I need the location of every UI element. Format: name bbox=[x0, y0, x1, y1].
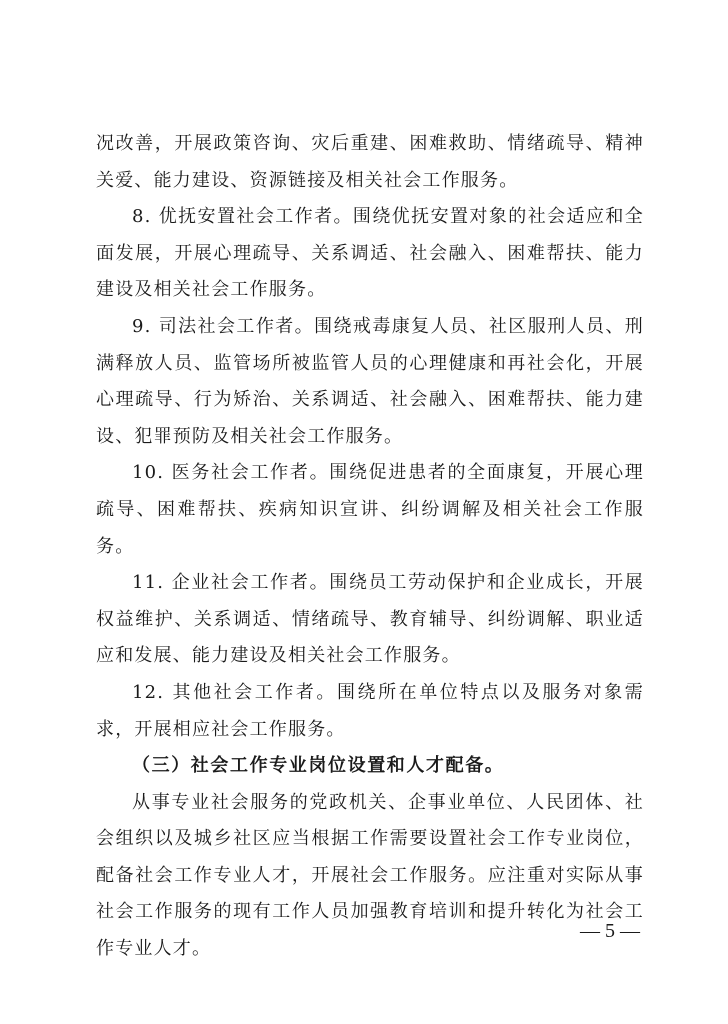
document-body bbox=[96, 126, 644, 968]
page-number: — 5 — bbox=[580, 920, 640, 942]
paragraph-continuation: 况改善，开展政策咨询、灾后重建、困难救助、情绪疏导、精神关爱、能力建设、资源链接及相关社会工作服务。 bbox=[96, 133, 644, 191]
paragraph-item-12: 12. 其他社会工作者。围绕所在单位特点以及服务对象需求，开展相应社会工作服务。 bbox=[96, 681, 644, 740]
section-heading: （三）社会工作专业岗位设置和人才配备。 bbox=[132, 755, 505, 777]
paragraph-section-body: 从事专业社会服务的党政机关、企事业单位、人民团体、社会组织以及城乡社区应当根据工作需要设置社会工作专业岗位，配备社会工作专业人才，开展社会工作服务。应注重对实际从事社会工作服务的现有工作人员加强教育培训和提升转化为社会工作专业人才。 bbox=[96, 791, 644, 960]
paragraph-item-9: 9. 司法社会工作者。围绕戒毒康复人员、社区服刑人员、刑满释放人员、监管场所被监管人员的心理健康和再社会化，开展心理疏导、行为矫治、关系调适、社会融入、困难帮扶、能力建设、犯罪预防及相关社会工作服务。 bbox=[96, 315, 644, 447]
paragraph-item-10: 10. 医务社会工作者。围绕促进患者的全面康复，开展心理疏导、困难帮扶、疾病知识宣讲、纠纷调解及相关社会工作服务。 bbox=[96, 462, 644, 557]
paragraph-item-8: 8. 优抚安置社会工作者。围绕优抚安置对象的社会适应和全面发展，开展心理疏导、关系调适、社会融入、困难帮扶、能力建设及相关社会工作服务。 bbox=[96, 206, 644, 301]
paragraph-item-11: 11. 企业社会工作者。围绕员工劳动保护和企业成长，开展权益维护、关系调适、情绪疏导、教育辅导、纠纷调解、职业适应和发展、能力建设及相关社会工作服务。 bbox=[96, 572, 644, 667]
